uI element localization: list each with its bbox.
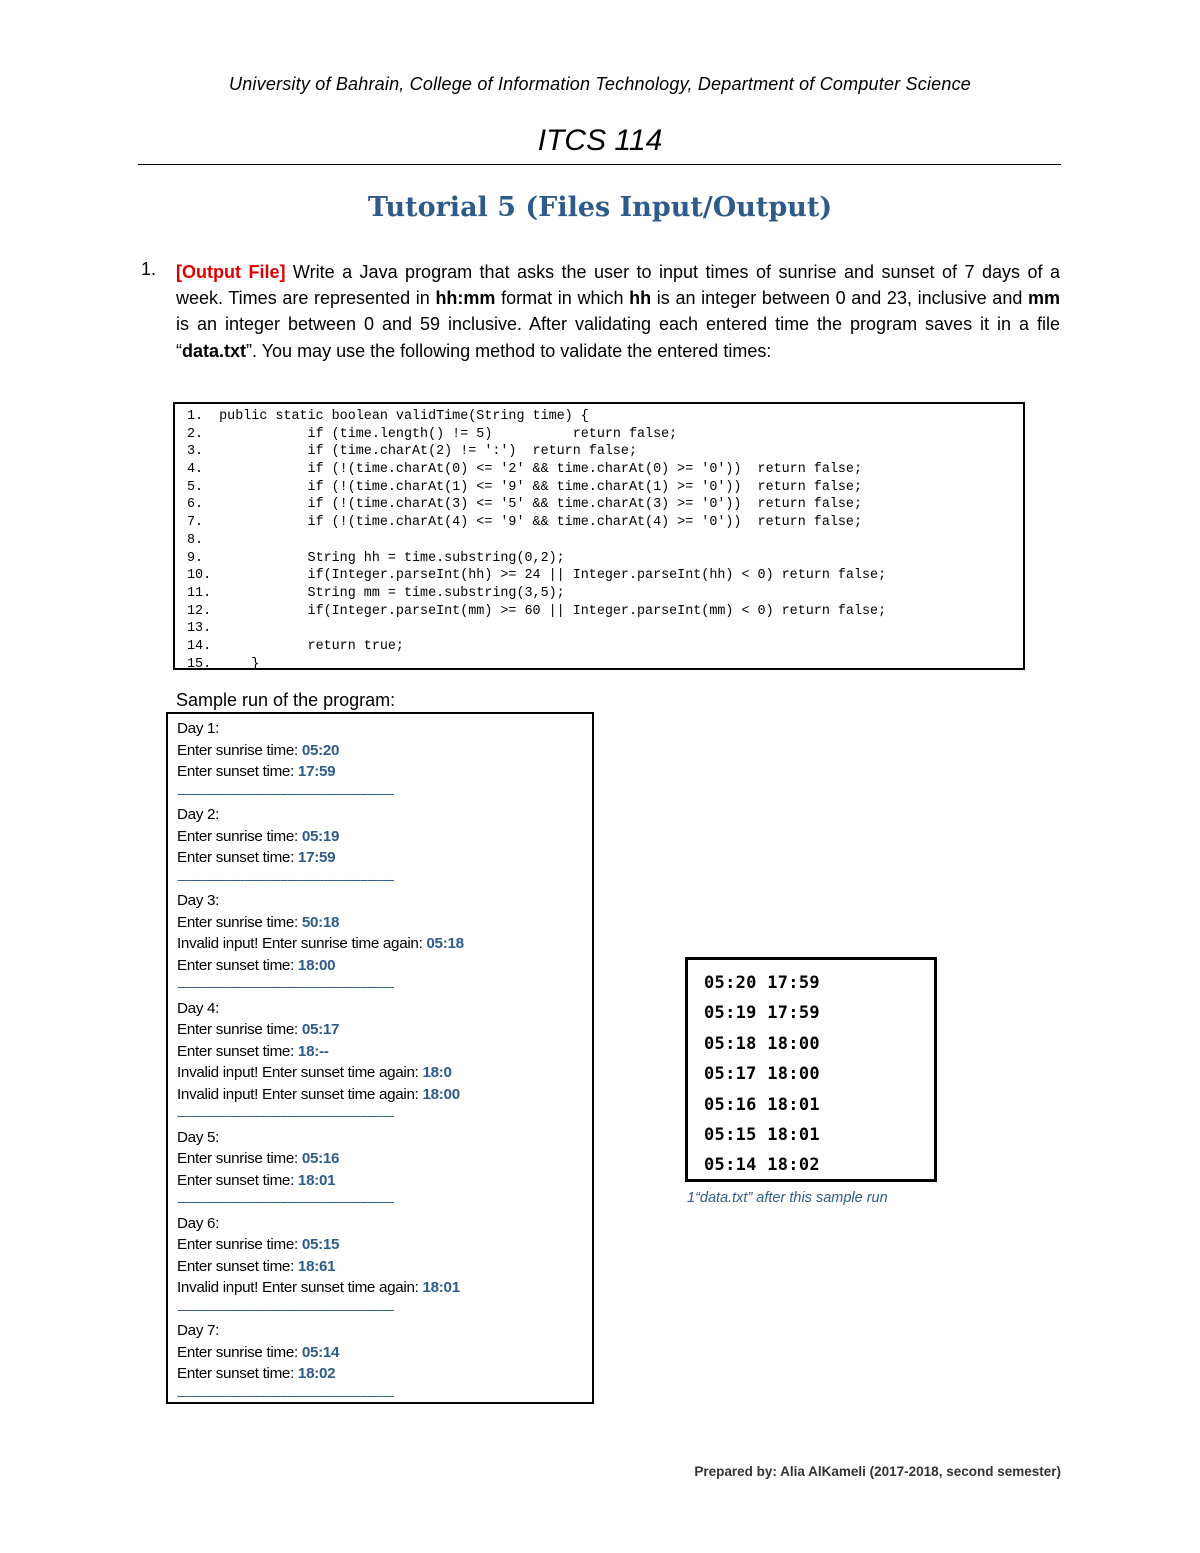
console-input: 18:00: [422, 1085, 460, 1103]
console-line: [177, 1256, 592, 1278]
console-line: [177, 1062, 592, 1084]
separator-line: -----------------------------------------------------------------: [177, 871, 394, 887]
console-input: 50:18: [301, 913, 340, 931]
console-prompt: Enter sunrise time:: [177, 913, 302, 931]
console-input: 05:18: [426, 935, 464, 952]
console-prompt: Enter sunrise time:: [177, 1150, 302, 1167]
console-input: 05:19: [301, 827, 340, 845]
console-line: [177, 826, 592, 848]
console-line: [177, 1019, 592, 1041]
code-line: 12. if(Integer.parseInt(mm) >= 60 || Integer.parseInt(mm) < 0) return false;: [187, 603, 887, 619]
data-file-contents: [685, 957, 937, 1182]
console-prompt: Enter sunrise time:: [177, 1343, 302, 1361]
console-line: [177, 933, 592, 955]
console-input: 05:17: [301, 1021, 340, 1038]
code-line: 13.: [187, 621, 212, 637]
console-input: 05:16: [301, 1150, 340, 1167]
console-prompt: Enter sunset time:: [177, 956, 298, 974]
question-text: [Output File] Write a Java program that asks the user to input times of sunrise and sunset of 7 days of a week. Times are represented in hh:mm format in which hh is an integer between 0 and 23, inclusive and mm is an integer between 0 and 59 inclusive. After validating each entered time the program saves it in a file “data.txt”. You may use the following method to validate the entered times:: [176, 262, 1061, 361]
course-code: ITCS 114: [537, 124, 663, 157]
console-line: [177, 1342, 592, 1364]
day-heading: Day 6:: [177, 1214, 220, 1232]
code-line: 4. if (!(time.charAt(0) <= '2' && time.charAt(0) >= '0')) return false;: [187, 462, 862, 478]
data-file-line: 05:20 17:59: [704, 973, 820, 993]
code-line: 15. }: [187, 656, 260, 672]
console-prompt: Invalid input! Enter sunset time again:: [177, 1085, 423, 1103]
code-line: 7. if (!(time.charAt(4) <= '9' && time.charAt(4) >= '0')) return false;: [187, 515, 862, 531]
console-input: 17:59: [297, 849, 336, 866]
console-prompt: Enter sunset time:: [177, 1257, 298, 1275]
code-line: 10. if(Integer.parseInt(hh) >= 24 || Integer.parseInt(hh) < 0) return false;: [187, 568, 887, 584]
console-prompt: Enter sunrise time:: [177, 1236, 302, 1253]
day-heading: Day 7:: [177, 1322, 220, 1339]
console-prompt: Enter sunset time:: [177, 849, 298, 866]
code-listing: [173, 402, 1025, 670]
day-heading: Day 4:: [177, 999, 220, 1017]
data-file-line: 05:19 17:59: [704, 1003, 820, 1024]
sample-run-label: Sample run of the program:: [176, 690, 396, 710]
console-line: [177, 1234, 592, 1256]
console-line: [177, 761, 592, 783]
code-line: 11. String mm = time.substring(3,5);: [187, 585, 565, 601]
console-input: 18:01: [422, 1279, 460, 1296]
data-file-line: 05:14 18:02: [704, 1155, 820, 1176]
console-prompt: Enter sunset time:: [177, 1365, 298, 1382]
console-prompt: Invalid input! Enter sunset time again:: [177, 1064, 423, 1081]
university-header: University of Bahrain, College of Information Technology, Department of Computer Science: [229, 74, 971, 94]
console-line: [177, 1084, 592, 1106]
page-title: Tutorial 5 (Files Input/Output): [367, 192, 833, 223]
question-tag: [Output File]: [176, 262, 286, 282]
console-line: [177, 1363, 592, 1385]
data-file-caption: 1“data.txt” after this sample run: [687, 1190, 888, 1206]
console-input: 18:00: [297, 956, 336, 974]
console-prompt: Invalid input! Enter sunrise time again:: [177, 935, 427, 952]
separator-line: -----------------------------------------------------------------: [177, 1387, 394, 1403]
day-heading: Day 3:: [177, 892, 220, 909]
console-input: 05:15: [301, 1236, 340, 1253]
question-number: 1.: [141, 259, 157, 279]
code-line: 3. if (time.charAt(2) != ':') return false;: [187, 444, 637, 460]
separator-line: -----------------------------------------------------------------: [177, 785, 394, 801]
console-line: [177, 847, 592, 869]
console-prompt: Enter sunrise time:: [177, 741, 302, 759]
code-line: 2. if (time.length() != 5) return false;: [187, 426, 678, 442]
console-input: 17:59: [297, 763, 336, 780]
code-line: 14. return true;: [187, 638, 404, 654]
separator-line: -----------------------------------------------------------------: [177, 1108, 394, 1123]
console-line: [177, 1148, 592, 1170]
console-prompt: Enter sunset time:: [177, 1042, 298, 1060]
console-input: 18:02: [297, 1365, 336, 1382]
separator-line: -----------------------------------------------------------------: [177, 1194, 394, 1209]
code-line: 9. String hh = time.substring(0,2);: [187, 550, 565, 566]
console-line: [177, 912, 592, 934]
console-prompt: Enter sunrise time:: [177, 827, 302, 845]
console-input: 18:--: [297, 1042, 329, 1060]
console-line: [177, 1041, 592, 1063]
console-input: 18:61: [297, 1257, 336, 1275]
separator-line: -----------------------------------------------------------------: [177, 979, 394, 994]
day-heading: Day 5:: [177, 1128, 220, 1146]
console-line: [177, 1277, 592, 1299]
day-heading: Day 1:: [177, 720, 220, 737]
console-input: 05:20: [301, 741, 340, 759]
day-heading: Day 2:: [177, 806, 220, 823]
console-prompt: Enter sunset time:: [177, 763, 298, 780]
data-file-line: 05:18 18:00: [704, 1033, 820, 1054]
footer-credit: Prepared by: Alia AlKameli (2017-2018, second semester): [694, 1464, 1061, 1479]
console-line: [177, 740, 592, 762]
header-divider: [138, 164, 1061, 165]
code-line: 5. if (!(time.charAt(1) <= '9' && time.charAt(1) >= '0')) return false;: [187, 479, 862, 495]
console-prompt: Enter sunrise time:: [177, 1021, 302, 1038]
console-prompt: Enter sunset time:: [177, 1171, 298, 1189]
code-line: 1. public static boolean validTime(String time) {: [187, 409, 589, 424]
separator-line: -----------------------------------------------------------------: [177, 1301, 394, 1317]
console-input: 18:0: [422, 1064, 452, 1081]
sample-run-console: [166, 712, 594, 1404]
console-prompt: Invalid input! Enter sunset time again:: [177, 1279, 423, 1296]
console-input: 05:14: [301, 1343, 340, 1361]
console-line: [177, 1170, 592, 1192]
console-line: [177, 955, 592, 977]
data-file-line: 05:17 18:00: [704, 1064, 820, 1085]
data-file-line: 05:16 18:01: [704, 1094, 820, 1115]
code-line: 6. if (!(time.charAt(3) <= '5' && time.charAt(3) >= '0')) return false;: [187, 497, 862, 513]
console-input: 18:01: [297, 1171, 336, 1189]
data-file-line: 05:15 18:01: [704, 1124, 820, 1145]
code-line: 8.: [187, 532, 204, 548]
